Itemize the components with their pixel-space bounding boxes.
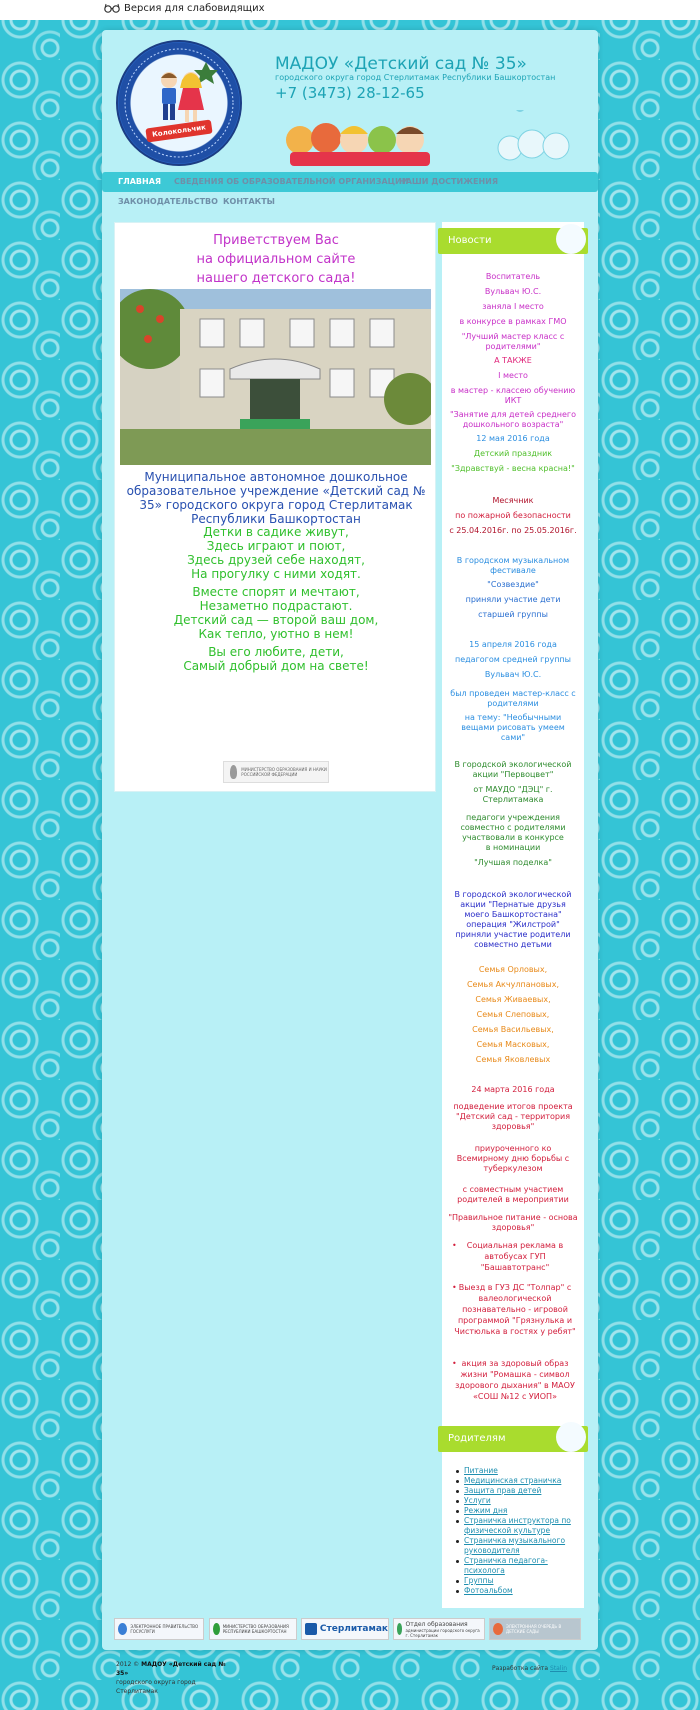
news-line: "Здравствуй - весна красна!" [451,464,575,473]
ministry-banner[interactable] [223,761,329,783]
parents-link[interactable]: Режим дня [456,1506,580,1516]
news-line: педагогом средней группы [455,655,571,664]
site-logo[interactable] [116,40,242,166]
news-bullet-item: • Выезд в ГУЗ ДС "Толпар" с валеологической познавательно - игровой программой "Грязнулька и Чистюлька в гостях у ребят" [452,1282,578,1337]
poem-line: Самый добрый дом на свете! [183,659,369,673]
news-line: В городской экологической акции "Первоцвет" [454,760,572,779]
banner-gosuslugi[interactable] [114,1618,204,1640]
news-line: приняли участие дети [465,595,561,604]
poem-line: Незаметно подрастают. [199,599,353,613]
parents-link[interactable]: Питание [456,1466,580,1476]
main-nav [102,172,598,192]
parents-link[interactable]: Группы [456,1576,580,1586]
news-bullet-item: • Социальная реклама в автобусах ГУП "Башавтотранс" [452,1240,578,1273]
news-line: в номинации [485,843,541,852]
news-line: старшей группы [478,610,548,619]
nav-item-home[interactable]: ГЛАВНАЯ [118,177,162,186]
news-line: Вульвач Ю.С. [484,670,542,679]
site-subtitle: городского округа город Стерлитамак Республики Башкортостан [275,73,556,82]
banner-label: Стерлитамак [319,1624,388,1634]
news-line: "Созвездие" [487,580,539,589]
news-line: Семья Яковлевых [475,1055,551,1064]
news-line: Семья Васильевых, [472,1025,554,1034]
parents-links [456,1466,580,1596]
news-line: Семья Живаевых, [475,995,551,1004]
news-line: I место [498,371,528,380]
banner-education-dept[interactable] [393,1618,485,1640]
logo-ribbon: Колокольчик [145,119,212,142]
header-kids-illustration [280,110,580,170]
footer-org: МАДОУ «Детский сад № 35» [116,1661,226,1677]
news-line: Детский праздник [473,449,553,458]
news-line: Семья Орловых, [478,965,548,974]
news-line: 15 апреля 2016 года [469,640,557,649]
top-bar [0,0,700,20]
parents-link[interactable]: Услуги [456,1496,580,1506]
news-line: был проведен мастер-класс с родителями [450,689,576,708]
banner-label: ЭЛЕКТРОННОЕ ПРАВИТЕЛЬСТВО ГОСУСЛУГИ [130,1624,199,1634]
poem-line: Вы его любите, дети, [208,645,344,659]
parents-link[interactable]: Медицинская страничка [456,1476,580,1486]
emblem-icon [213,1623,220,1635]
emblem-icon [230,765,237,779]
news-line: на тему: "Необычными вещами рисовать умеем сами" [461,713,565,742]
news-line: "Занятие для детей среднего дошкольного возраста" [449,410,577,429]
news-line: с совместным участием родителей в мероприятии [457,1185,569,1204]
gov-icon [118,1623,127,1635]
poem-line: Детский сад — второй ваш дом, [173,613,379,627]
news-line: подведение итогов проекта "Детский сад - территория здоровья" [453,1102,573,1131]
news-line: В городском музыкальном фестивале [456,556,570,575]
news-line: Семья Масковых, [476,1040,550,1049]
main-content [114,222,436,792]
poem-line: На прогулку с ними ходят. [191,567,361,581]
parents-link[interactable]: Фотоальбом [456,1586,580,1596]
trees-icon [498,110,569,160]
nav-item-about[interactable]: СВЕДЕНИЯ ОБ ОБРАЗОВАТЕЛЬНОЙ ОРГАНИЗАЦИИ [174,177,409,186]
banner-label: Отдел образования администрации городского округа г. Стерлитамак [405,1620,480,1638]
cloud-icon [556,1422,586,1452]
developer-link[interactable]: Stalin [550,1665,567,1672]
parents-link[interactable]: Защита прав детей [456,1486,580,1496]
news-line: от МАУДО "ДЭЦ" г. Стерлитамака [473,785,553,804]
cartoon-kids-icon [286,123,430,166]
news-line: Семья Акчулпановых, [466,980,560,989]
news-line: с 25.04.2016г. по 25.05.2016г. [449,526,577,535]
welcome-line: Приветствуем Вас [213,233,339,248]
cloud-icon [556,224,586,254]
banner-label: МИНИСТЕРСТВО ОБРАЗОВАНИЯ РЕСПУБЛИКИ БАШКОРТОСТАН [222,1624,289,1634]
nav-item-legislation[interactable]: ЗАКОНОДАТЕЛЬСТВО [118,197,218,206]
welcome-line: нашего детского сада! [196,271,356,286]
news-line: Воспитатель [485,272,541,281]
nav-item-achievements[interactable]: НАШИ ДОСТИЖЕНИЯ [399,177,499,186]
kindergarten-photo [120,289,431,465]
news-line: 12 мая 2016 года [476,434,550,443]
partner-banners [114,1618,584,1640]
main-nav-row2 [102,192,598,212]
kids-icon [152,68,208,128]
nav-item-contacts[interactable]: КОНТАКТЫ [223,197,275,206]
news-line: В городской экологической акции "Пернатые друзья моего Башкортостана" операция "Жилстрой" приняли участие родители совместно детьми [454,890,572,949]
banner-sterlitamak[interactable] [301,1618,389,1640]
news-widget-title [438,228,588,254]
news-line: в мастер - классею обучению ИКТ [450,386,576,405]
site-phone: +7 (3473) 28-12-65 [275,84,425,102]
news-line: 24 марта 2016 года [471,1085,555,1094]
poem-line: Детки в садике живут, [203,525,349,539]
news-line: "Лучшая поделка" [474,858,552,867]
poem-line: Вместе спорят и мечтают, [192,585,360,599]
news-line: педагоги учреждения совместно с родителями участвовали в конкурсе [460,813,566,842]
parents-link[interactable]: Страничка музыкального руководителя [456,1536,580,1556]
building-icon [120,289,431,465]
news-line: Семья Слеповых, [476,1010,550,1019]
news-bullet-item: • акция за здоровый образ жизни "Ромашка - символ здорового дыхания" в МАОУ «СОШ №12 с УИОП» [452,1358,578,1402]
footer-developer: Разработка сайта Stalin [492,1665,567,1672]
footer-copyright: 2012 © МАДОУ «Детский сад № 35» городского округа город Стерлитамак [116,1661,226,1695]
banner-label: ЭЛЕКТРОННАЯ ОЧЕРЕДЬ В ДЕТСКИЕ САДЫ [505,1624,562,1634]
org-full-name: Муниципальное автономное дошкольное образовательное учреждение «Детский сад № 35» городского округа город Стерлитамак Республики Башкортостан [126,470,426,526]
news-line: приуроченного ко Всемирному дню борьбы с туберкулезом [456,1144,570,1173]
footer-org-sub: городского округа город Стерлитамак [116,1679,196,1695]
news-title-label: Новости [448,235,492,246]
kids-icon [493,1623,503,1635]
banner-ministry-rb[interactable] [209,1618,297,1640]
poem-line: Как тепло, уютно в нем! [198,627,354,641]
welcome-line: на официальном сайте [196,252,356,267]
ministry-banner-label: МИНИСТЕРСТВО ОБРАЗОВАНИЯ И НАУКИ РОССИЙСКОЙ ФЕДЕРАЦИИ [241,767,327,777]
parents-link[interactable]: Страничка инструктора по физической культуре [456,1516,580,1536]
news-line: "Лучший мастер класс с родителями" [461,332,565,351]
accessibility-label: Версия для слабовидящих [124,2,265,14]
news-line: в конкурсе в рамках ГМО [459,317,567,326]
news-line: Вульвач Ю.С. [484,287,542,296]
parents-widget-title [438,1426,588,1452]
news-line: А ТАКЖЕ [494,356,532,365]
parents-link[interactable]: Страничка педагога-психолога [456,1556,580,1576]
accessibility-link[interactable] [104,2,265,14]
news-line: по пожарной безопасности [455,511,571,520]
poem-line: Здесь друзей себе находят, [187,553,365,567]
city-icon [305,1623,317,1635]
banner-e-queue[interactable] [489,1618,581,1640]
news-line: заняла I место [482,302,544,311]
education-icon [397,1623,402,1635]
poem-line: Здесь играют и поют, [206,539,346,553]
site-title: МАДОУ «Детский сад № 35» [275,54,527,74]
news-line: Месячник [492,496,534,505]
parents-title-label: Родителям [448,1433,506,1444]
news-line: "Правильное питание - основа здоровья" [448,1213,578,1232]
glasses-icon [104,2,120,14]
